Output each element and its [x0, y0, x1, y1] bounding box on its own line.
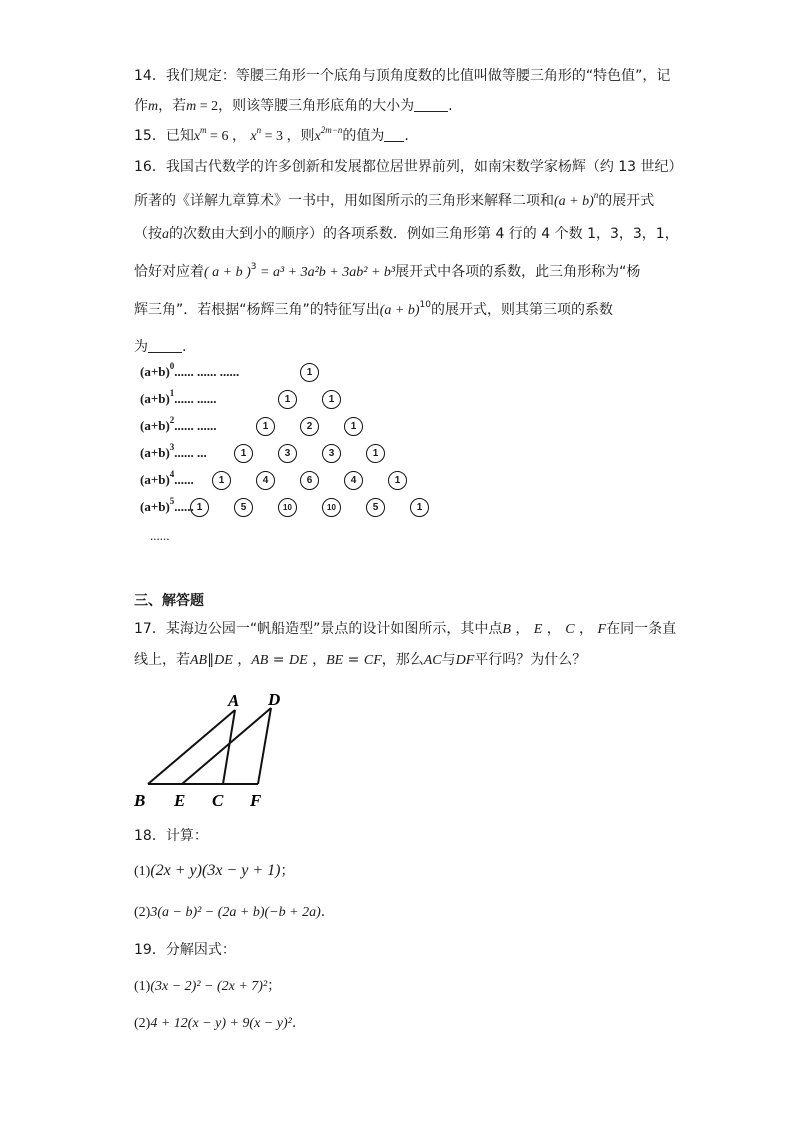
binomial-label: (a+b): [140, 499, 170, 514]
q16-expr: = a: [256, 265, 280, 280]
label-b: B: [134, 791, 146, 810]
q15-text: = 6 ，: [206, 129, 246, 144]
segment-ab: [148, 710, 235, 784]
label-c: C: [212, 791, 224, 810]
q16-exp: 10: [419, 300, 431, 310]
q16-expr: ³ + 3a²b + 3ab² + b³: [279, 265, 396, 280]
q19-title: 19．分解因式：: [134, 942, 236, 958]
q19-text: .: [291, 1015, 297, 1031]
triangle-row-label: [140, 388, 217, 413]
q19-expr: 4 + 12(x − y) + 9(x − y)²: [150, 1016, 292, 1031]
coefficient-circle: 1: [300, 363, 319, 382]
part-number: (2): [134, 1016, 151, 1031]
coefficient-circle: 5: [366, 498, 385, 517]
q15-var: x: [193, 129, 201, 144]
q14-var-m: m: [148, 99, 159, 114]
coefficient-circle: 1: [190, 498, 209, 517]
q17-point: F: [597, 622, 607, 637]
q16-text: 16．我国古代数学的许多创新和发展都位居世界前列，如南宋数学家杨辉（约 13 世纪）: [134, 159, 683, 175]
q16-text: 展开式中各项的系数，此三角形称为“杨: [395, 264, 641, 280]
q17-text: 与: [441, 652, 456, 668]
triangle-row-label: [140, 361, 240, 386]
binomial-label: (a+b): [140, 445, 170, 460]
q17-seg: DE: [214, 653, 233, 668]
q16-text: （按: [134, 226, 162, 242]
coefficient-circle: 4: [344, 471, 363, 490]
label-f: F: [250, 791, 262, 810]
q15-text: = 3 ，则: [261, 129, 315, 144]
coefficient-circle: 1: [256, 417, 275, 436]
q17-text: 平行吗？为什么？: [474, 652, 587, 668]
q17-line1: 17．某海边公园一“帆船造型”景点的设计如图所示，其中点B ， E ， C ， F在同一条直: [134, 621, 677, 637]
row-leader-dots: ......: [174, 472, 194, 487]
coefficient-circle: 2: [300, 417, 319, 436]
q16-exp: 3: [250, 262, 257, 272]
binomial-exponent: 3: [169, 442, 175, 452]
q16-text: 为: [134, 339, 148, 355]
part-number: (1): [134, 864, 151, 879]
coefficient-circle: 1: [234, 444, 253, 463]
row-leader-dots: ...... ......: [174, 418, 217, 433]
q17-seg: DE: [288, 653, 308, 668]
coefficient-circle: 3: [278, 444, 297, 463]
q17-seg: AB: [190, 653, 208, 668]
q19-expr: (3x − 2)² − (2x + 7)²: [150, 979, 268, 994]
q16-line4: [134, 262, 640, 283]
coefficient-circle: 1: [278, 390, 297, 409]
triangle-row-label: [140, 442, 207, 467]
q18-expr: 3(a − b)² − (2a + b)(−b + 2a): [150, 905, 321, 920]
q15-line: [134, 126, 409, 147]
binomial-exponent: 2: [169, 415, 175, 425]
coefficient-circle: 1: [388, 471, 407, 490]
segment-de: [182, 708, 271, 784]
q14-text: ，若: [158, 98, 187, 114]
q14-value: = 2: [196, 99, 219, 114]
q18-text: ；: [280, 863, 295, 879]
q16-text: .: [182, 339, 187, 355]
part-number: (1): [134, 979, 151, 994]
coefficient-circle: 3: [322, 444, 341, 463]
q15-exp: 2m−n: [320, 125, 343, 135]
coefficient-circle: 1: [212, 471, 231, 490]
q16-line1: [134, 157, 683, 177]
q19-part2: [134, 1013, 296, 1034]
coefficient-circle: 1: [410, 498, 429, 517]
q15-text: 的值为: [342, 128, 385, 144]
q15-exp: m: [200, 125, 207, 135]
q19-part1: [134, 976, 281, 997]
binomial-exponent: 5: [169, 496, 175, 506]
q17-seg: AB: [251, 653, 269, 668]
q14-line2: [134, 96, 453, 117]
binomial-label: (a+b): [140, 472, 170, 487]
q16-line5: [134, 300, 613, 321]
q17-text: ∥: [207, 652, 215, 668]
q15-text: 15．已知: [134, 128, 194, 144]
q18-expr: (2x + y)(3x − y + 1): [150, 862, 281, 879]
q15-exp: n: [256, 125, 262, 135]
part-number: (2): [134, 905, 151, 920]
binomial-exponent: 1: [169, 388, 175, 398]
q16-expr: (a + b): [379, 303, 420, 318]
q14-text: .: [448, 98, 453, 114]
q17-text: =: [268, 652, 289, 668]
coefficient-circle: 5: [234, 498, 253, 517]
q14-var-m: m: [186, 99, 197, 114]
q18-title: 18．计算：: [134, 828, 208, 844]
q14-line1: [134, 66, 670, 86]
q16-var: a: [162, 227, 169, 242]
q16-line6: [134, 337, 186, 357]
q16-text: 的展开式: [598, 193, 655, 209]
coefficient-circle: 4: [256, 471, 275, 490]
binomial-exponent: 0: [169, 361, 175, 371]
q14-text: 14．我们规定：等腰三角形一个底角与顶角度数的比值叫做等腰三角形的“特色值”，记: [134, 68, 671, 84]
row-leader-dots: ......: [174, 499, 194, 514]
q16-line3: [134, 224, 679, 245]
q16-text: 辉三角”．若根据“杨辉三角”的特征写出: [134, 302, 380, 318]
q17-line2: 线上，若AB∥DE ，AB = DE ，BE = CF，那么AC与DF平行吗？为什么？: [134, 652, 587, 668]
q16-text: 恰好对应着: [134, 264, 204, 280]
answer-blank[interactable]: [148, 338, 182, 353]
q16-exp: n: [593, 190, 599, 200]
coefficient-circle: 6: [300, 471, 319, 490]
row-leader-dots: ...... ...: [174, 445, 207, 460]
coefficient-circle: 10: [322, 498, 341, 517]
binomial-label: (a+b): [140, 364, 170, 379]
q16-expr: (a + b): [554, 194, 594, 209]
q17-text: 线上，若: [134, 652, 190, 668]
triangle-row-label: [140, 496, 194, 521]
segment-df: [258, 708, 271, 784]
q14-text: ，则该等腰三角形底角的大小为: [218, 98, 415, 114]
label-a: A: [228, 691, 240, 710]
q17-point: C: [565, 622, 575, 637]
q18-text: .: [320, 904, 326, 920]
answer-blank[interactable]: [384, 127, 404, 142]
q15-var: x: [250, 129, 257, 144]
section-title: 三、解答题: [134, 593, 204, 609]
q17-point: B: [502, 622, 511, 637]
q15-text: .: [404, 128, 409, 144]
binomial-label: (a+b): [140, 418, 170, 433]
label-e: E: [174, 791, 186, 810]
triangle-row-label: [140, 469, 194, 494]
q17-point: E: [533, 622, 543, 637]
label-d: D: [268, 690, 281, 709]
coefficient-circle: 1: [344, 417, 363, 436]
binomial-label: (a+b): [140, 391, 170, 406]
q18-part2: [134, 902, 325, 923]
q17-seg: CF: [363, 653, 382, 668]
q17-text: =: [343, 652, 364, 668]
row-leader-dots: ...... ......: [174, 391, 217, 406]
q15-var: x: [314, 129, 321, 144]
triangle-continuation-dots: ......: [150, 528, 170, 543]
q16-text: 的展开式，则其第三项的系数: [431, 302, 613, 318]
triangle-row-label: [140, 415, 217, 440]
q16-expr: ( a + b ): [204, 265, 251, 280]
coefficient-circle: 1: [366, 444, 385, 463]
q17-text: 在同一条直: [606, 621, 677, 637]
coefficient-circle: 10: [278, 498, 297, 517]
sailboat-geometry-figure: [130, 686, 290, 810]
q17-seg: DF: [455, 653, 475, 668]
q16-text: 所著的《详解九章算术》一书中，用如图所示的三角形来解释二项和: [134, 193, 554, 209]
binomial-exponent: 4: [169, 469, 175, 479]
answer-blank[interactable]: [414, 97, 448, 112]
q17-text: ，那么: [381, 652, 424, 668]
q16-line2: [134, 191, 654, 212]
q17-seg: BE: [326, 653, 344, 668]
row-leader-dots: ...... ...... ......: [174, 364, 240, 379]
q17-text: 17．某海边公园一“帆船造型”景点的设计如图所示，其中点: [134, 621, 503, 637]
q19-text: ；: [267, 978, 282, 994]
q17-seg: AC: [423, 653, 442, 668]
coefficient-circle: 1: [322, 390, 341, 409]
q16-text: 的次数由大到小的顺序）的各项系数．例如三角形第 4 行的 4 个数 1，3，3，1，: [169, 226, 679, 242]
q14-text: 作: [134, 98, 148, 114]
yang-hui-triangle-figure: [134, 361, 423, 554]
q18-part1: [134, 861, 294, 882]
